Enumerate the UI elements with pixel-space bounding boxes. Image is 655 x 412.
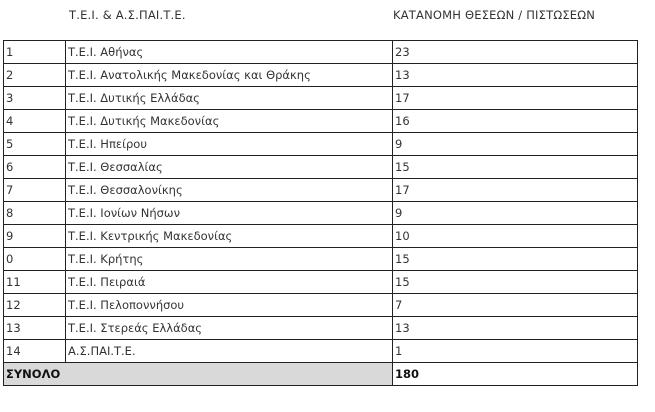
allocation-value: 17 — [393, 87, 638, 110]
row-number: 1 — [4, 41, 66, 64]
institution-name: Α.Σ.ΠΑΙ.Τ.Ε. — [66, 340, 393, 363]
table-row — [4, 156, 638, 179]
table-row — [4, 248, 638, 271]
row-number: 14 — [4, 340, 66, 363]
table-row — [4, 202, 638, 225]
table-row — [4, 110, 638, 133]
row-number: 6 — [4, 156, 66, 179]
allocation-value: 10 — [393, 225, 638, 248]
table-row — [4, 41, 638, 64]
row-number: 8 — [4, 202, 66, 225]
institution-name: Τ.Ε.Ι. Στερεάς Ελλάδας — [66, 317, 393, 340]
total-label: ΣΥΝΟΛΟ — [4, 363, 393, 386]
row-number: 3 — [4, 87, 66, 110]
table-row — [4, 64, 638, 87]
table-header — [0, 8, 655, 24]
table-row — [4, 340, 638, 363]
row-number: 5 — [4, 133, 66, 156]
institution-name: Τ.Ε.Ι. Ιονίων Νήσων — [66, 202, 393, 225]
allocation-value: 1 — [393, 340, 638, 363]
institution-name: Τ.Ε.Ι. Αθήνας — [66, 41, 393, 64]
total-row — [4, 363, 638, 386]
institution-name: Τ.Ε.Ι. Θεσσαλίας — [66, 156, 393, 179]
institution-name: Τ.Ε.Ι. Κεντρικής Μακεδονίας — [66, 225, 393, 248]
institution-name: Τ.Ε.Ι. Ηπείρου — [66, 133, 393, 156]
allocation-value: 7 — [393, 294, 638, 317]
institutions-column-heading: Τ.Ε.Ι. & Α.Σ.ΠΑΙ.Τ.Ε. — [69, 8, 186, 22]
allocation-value: 9 — [393, 202, 638, 225]
allocation-value: 15 — [393, 271, 638, 294]
institution-name: Τ.Ε.Ι. Πελοποννήσου — [66, 294, 393, 317]
institution-name: Τ.Ε.Ι. Θεσσαλονίκης — [66, 179, 393, 202]
table-row — [4, 317, 638, 340]
row-number: 0 — [4, 248, 66, 271]
institution-name: Τ.Ε.Ι. Δυτικής Μακεδονίας — [66, 110, 393, 133]
table-row — [4, 179, 638, 202]
row-number: 13 — [4, 317, 66, 340]
allocation-value: 15 — [393, 248, 638, 271]
row-number: 4 — [4, 110, 66, 133]
table-body — [4, 41, 638, 363]
total-value: 180 — [393, 363, 638, 386]
allocation-value: 17 — [393, 179, 638, 202]
table-row — [4, 225, 638, 248]
allocation-value: 16 — [393, 110, 638, 133]
allocation-value: 13 — [393, 317, 638, 340]
row-number: 9 — [4, 225, 66, 248]
row-number: 7 — [4, 179, 66, 202]
allocation-value: 9 — [393, 133, 638, 156]
institution-name: Τ.Ε.Ι. Κρήτης — [66, 248, 393, 271]
table-row — [4, 133, 638, 156]
row-number: 2 — [4, 64, 66, 87]
table-row — [4, 87, 638, 110]
institution-name: Τ.Ε.Ι. Ανατολικής Μακεδονίας και Θράκης — [66, 64, 393, 87]
allocation-column-heading: ΚΑΤΑΝΟΜΗ ΘΕΣΕΩΝ / ΠΙΣΤΩΣΕΩΝ — [393, 8, 596, 22]
row-number: 11 — [4, 271, 66, 294]
allocation-value: 23 — [393, 41, 638, 64]
institution-name: Τ.Ε.Ι. Δυτικής Ελλάδας — [66, 87, 393, 110]
institution-name: Τ.Ε.Ι. Πειραιά — [66, 271, 393, 294]
allocation-value: 13 — [393, 64, 638, 87]
allocation-value: 15 — [393, 156, 638, 179]
table-row — [4, 294, 638, 317]
allocation-table — [3, 40, 638, 386]
row-number: 12 — [4, 294, 66, 317]
table-row — [4, 271, 638, 294]
